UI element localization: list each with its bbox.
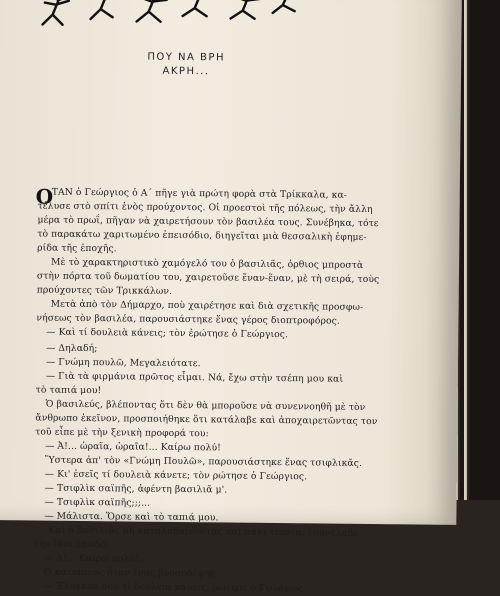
body-line: τὸ ταπιά μου! — [35, 384, 102, 397]
body-line: — Μάλιστα. Ὅρσε καὶ τὸ ταπιά μου. — [44, 510, 219, 524]
body-line: — Γνώμη πουλῶ, Μεγαλειότατε. — [45, 356, 201, 370]
body-line: — Ἀ!... Καίρω πολύ!... — [43, 552, 149, 565]
body-line: ἄνθρωπο ἐκεῖνον, προσποιήθηκε ὅτι κατάλαβε καὶ ἀποχαιρετῶντας τον — [35, 412, 378, 428]
body-line: στὴν πόρτα τοῦ δωματίου του, χαιρετοῦσε ἕναν-ἕναν, μὲ τὴ σειρά, τοὺς — [36, 270, 380, 286]
body-line: ΤΑΝ ὁ Γεώργιος ὁ Α΄ πῆγε γιὰ πρώτη φορὰ στὰ Τρίκκαλα, κα- — [51, 186, 348, 201]
body-line: — Τσιφλὶκ σαϊπῆς, ἀφέντη βασιλιᾶ μ'. — [44, 482, 228, 496]
body-line: τοῦ εἶπε μὲ τὴν ξενικὴ προφορά του: — [35, 426, 209, 440]
body-line: Μὲ τὸ χαρακτηριστικὸ χαμόγελό του ὁ βασιλιᾶς, ὀρθιος μπροστὰ — [50, 256, 364, 271]
body-line: τέλυσε στὸ σπίτι ἑνὸς προύχοντος. Οἱ προεστοὶ τῆς πόλεως, τὴν ἄλλη — [37, 200, 373, 215]
body-line: — Δηλαδή; — [46, 342, 98, 355]
body-line: — Γιὰ τὰ φιρμάνια πρῶτος εἶμαι. Νά, ἔχω στὴν τσέπη μου καὶ — [45, 370, 344, 385]
body-line: Μετὰ ἀπὸ τὸν Δήμαρχο, ποὺ χαιρέτησε καὶ διὰ σχετικῆς προσφω- — [50, 298, 364, 313]
drop-cap: Ο — [35, 184, 54, 209]
body-line: Ὕστερα ἀπ' τὸν «Γνώμη Πουλῶ», παρουσιάστηκε ἕνας τσιφλικᾶς. — [44, 454, 363, 469]
body-line: νήσεως τὸν βασιλέα, παρουσιάστηκε ἕνας γέρος διοπτροφόρος. — [36, 312, 340, 327]
body-line: τὸ παρακάτω χαριτωμένο ἐπεισόδιο, διηγεῖται μιὰ θεσσαλικὴ ἐφημε- — [37, 228, 367, 243]
body-line: Ὁ κατοπινὸς ἦταν ἕνας βυρσοδέψης. — [43, 566, 219, 580]
body-line: Ὁ βασιλεύς, βλέποντας ὅτι δὲν θὰ μποροῦσε νὰ συνεννοηθῆ μὲ τὸν — [45, 398, 366, 413]
body-line: — Ἀ!... ὡραῖα, ὡραῖα!... Καίρω πολύ! — [45, 440, 222, 454]
body-line: — Ἐλόγκου σου τί δουλειὰ κάνεις; ρώτησε ὁ Γεώργιος. — [43, 580, 307, 595]
book-page-edges — [455, 0, 500, 500]
body-line: — Κι' ἐσεῖς τί δουλειὰ κάνετε; τὸν ρώτησε ὁ Γεώργιος. — [44, 468, 308, 483]
body-line: Καὶ ὁ βασιλιᾶς μὴ καταλαβαίνοντας καὶ πάλι τίποτα, ἐπανέλαβε — [48, 524, 359, 539]
body-line: — Τσιφλὶκ σαϊπῆς;;;... — [44, 496, 151, 509]
body-line: τὴν ἴδια ἐπωδό: — [34, 538, 110, 551]
story-title-line-2: ΑΚΡΗ... — [162, 65, 210, 78]
body-line: — Καὶ τί δουλειὰ κάνεις; τὸν ἐρώτησε ὁ Γεώργιος. — [46, 326, 289, 341]
story-title-line-1: ΠΟΥ ΝΑ ΒΡΗ — [147, 51, 226, 64]
body-line: ρίδα τῆς ἐποχῆς. — [37, 242, 117, 255]
story-body — [34, 80, 380, 595]
running-figures-illustration — [36, 0, 306, 31]
body-line: μέρα τὸ πρωΐ, πῆγαν νὰ χαιρετήσουν τὸν βασιλέα τους. Συνέβηκα, τότε — [37, 214, 379, 230]
body-line: προύχοντες τῶν Τρικκάλων. — [36, 284, 173, 297]
